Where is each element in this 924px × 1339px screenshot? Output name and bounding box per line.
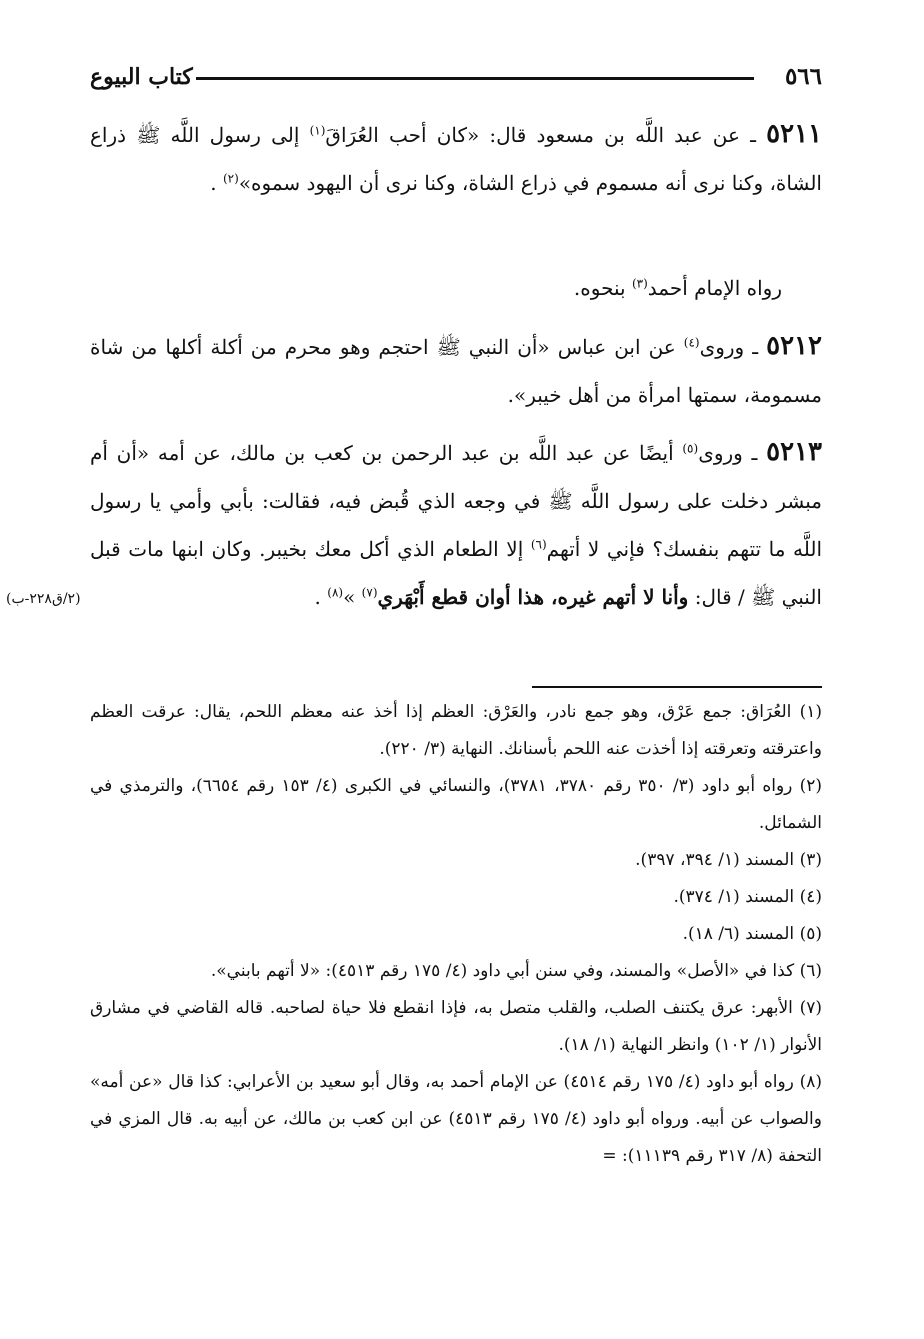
footnote-number: (١) xyxy=(799,702,822,722)
footnote-text: المسند (٦/ ١٨). xyxy=(682,924,795,944)
page-header xyxy=(90,62,822,98)
footnote-text: رواه أبو داود (٤/ ١٧٥ رقم ٤٥١٤) عن الإمام أحمد به، وقال أبو سعيد بن الأعرابي: كذا قال «عن أمه» والصواب عن أبيه. ورواه أبو داود (٤/ ١٧٥ رقم ٤٥١٣) عن ابن كعب بن مالك، عن أبيه به. قال المزي في التحفة (٨/ ٣١٧ رقم ١١١٣٩): = xyxy=(90,1072,822,1166)
footnote-text: المسند (١/ ٣٩٤، ٣٩٧). xyxy=(635,850,795,870)
footnote-ref[interactable]: (٥) xyxy=(682,441,699,456)
footnote-number: (٤) xyxy=(799,887,822,907)
narration-text: بنحوه. xyxy=(573,276,632,300)
footnote-ref[interactable]: (١) xyxy=(309,123,326,138)
footnote-1 xyxy=(90,694,822,768)
footnote-8 xyxy=(90,1064,822,1175)
hadith-number: ٥٢١٣ xyxy=(766,437,822,467)
running-title: كتاب البيوع xyxy=(90,64,193,90)
footnote-ref[interactable]: (٧) xyxy=(361,585,378,600)
hadith-text: إلا الطعام الذي أكل معك بخيبر. وكان ابنها مات قبل النبي ﷺ / قال: xyxy=(90,537,822,609)
hadith-5213 xyxy=(90,428,822,621)
footnote-divider xyxy=(532,686,822,688)
footnote-7 xyxy=(90,990,822,1064)
footnote-ref[interactable]: (٣) xyxy=(631,276,648,291)
manuscript-margin-note: (٢/ق٢٢٨-ب) xyxy=(6,591,81,607)
footnote-text: المسند (١/ ٣٧٤). xyxy=(673,887,795,907)
hadith-text: ـ وروى xyxy=(699,335,759,359)
footnote-number: (٧) xyxy=(799,998,822,1018)
footnote-number: (٢) xyxy=(799,776,823,796)
footnote-5 xyxy=(90,916,822,953)
footnote-3 xyxy=(90,842,822,879)
footnote-2 xyxy=(90,768,822,842)
footnote-number: (٨) xyxy=(799,1072,822,1092)
header-rule xyxy=(196,77,754,80)
hadith-text: أيضًا عن عبد اللَّه بن عبد الرحمن بن كعب بن مالك، عن أمه «أن أم مبشر دخلت على رسول اللَّه ﷺ في وجعه الذي قُبض فيه، فقالت: بأبي وأمي يا رسول اللَّه ما تتهم بنفسك؟ فإني لا أتهم xyxy=(90,441,822,561)
footnote-ref[interactable]: (٢) xyxy=(222,171,239,186)
hadith-text: . xyxy=(314,585,328,609)
footnote-4 xyxy=(90,879,822,916)
hadith-5211 xyxy=(90,110,822,207)
footnote-text: كذا في «الأصل» والمسند، وفي سنن أبي داود (٤/ ١٧٥ رقم ٤٥١٣): «لا أتهم بابني». xyxy=(210,961,795,981)
footnote-number: (٦) xyxy=(799,961,822,981)
footnote-ref[interactable]: (٤) xyxy=(683,335,700,350)
hadith-number: ٥٢١١ xyxy=(766,119,823,149)
footnote-ref[interactable]: (٦) xyxy=(530,537,547,552)
footnote-6 xyxy=(90,953,822,990)
hadith-text: عن ابن عباس «أن النبي ﷺ احتجم وهو محرم من أكلة أكلها من شاة مسمومة، سمتها امرأة من أهل خيبر». xyxy=(90,335,822,407)
page-number: ٥٦٦ xyxy=(784,63,822,90)
footnote-number: (٣) xyxy=(799,850,822,870)
hadith-text: إلى رسول اللَّه ﷺ ذراع الشاة، وكنا نرى أنه مسموم في ذراع الشاة، وكنا نرى أن اليهود سموه» xyxy=(90,123,822,195)
footnote-text: رواه أبو داود (٣/ ٣٥٠ رقم ٣٧٨٠، ٣٧٨١)، والنسائي في الكبرى (٤/ ١٥٣ رقم ٦٦٥٤)، والترمذي في الشمائل. xyxy=(90,776,822,833)
hadith-5212 xyxy=(90,322,822,419)
footnote-text: العُرَاق: جمع عَرْق، وهو جمع نادر، والعَرْق: العظم إذا أخذ عنه معظم اللحم، يقال: عرقت العظم واعترقته وتعرقته إذا أخذت عنه اللحم بأسنانك. النهاية (٣/ ٢٢٠). xyxy=(90,702,822,759)
hadith-text: . xyxy=(210,171,223,195)
narration-ahmad xyxy=(90,264,822,312)
hadith-text: ـ عن عبد اللَّه بن مسعود قال: «كان أحب العُرَاقَ xyxy=(325,123,756,147)
footnote-text: الأبهر: عرق يكتنف الصلب، والقلب متصل به، فإذا انقطع فلا حياة لصاحبه. قاله القاضي في مشارق الأنوار (١/ ١٠٢) وانظر النهاية (١/ ١٨). xyxy=(90,998,822,1055)
hadith-bold-text: وأنا لا أتهم غيره، هذا أوان قطع أَبْهَري xyxy=(377,585,689,609)
footnote-ref[interactable]: (٨) xyxy=(327,585,344,600)
page xyxy=(6,0,823,1339)
hadith-number: ٥٢١٢ xyxy=(766,331,822,361)
hadith-text: » xyxy=(343,585,362,609)
footnote-number: (٥) xyxy=(799,924,822,944)
narration-text: رواه الإمام أحمد xyxy=(647,276,782,300)
footnotes xyxy=(90,694,822,1175)
hadith-text: ـ وروى xyxy=(698,441,758,465)
